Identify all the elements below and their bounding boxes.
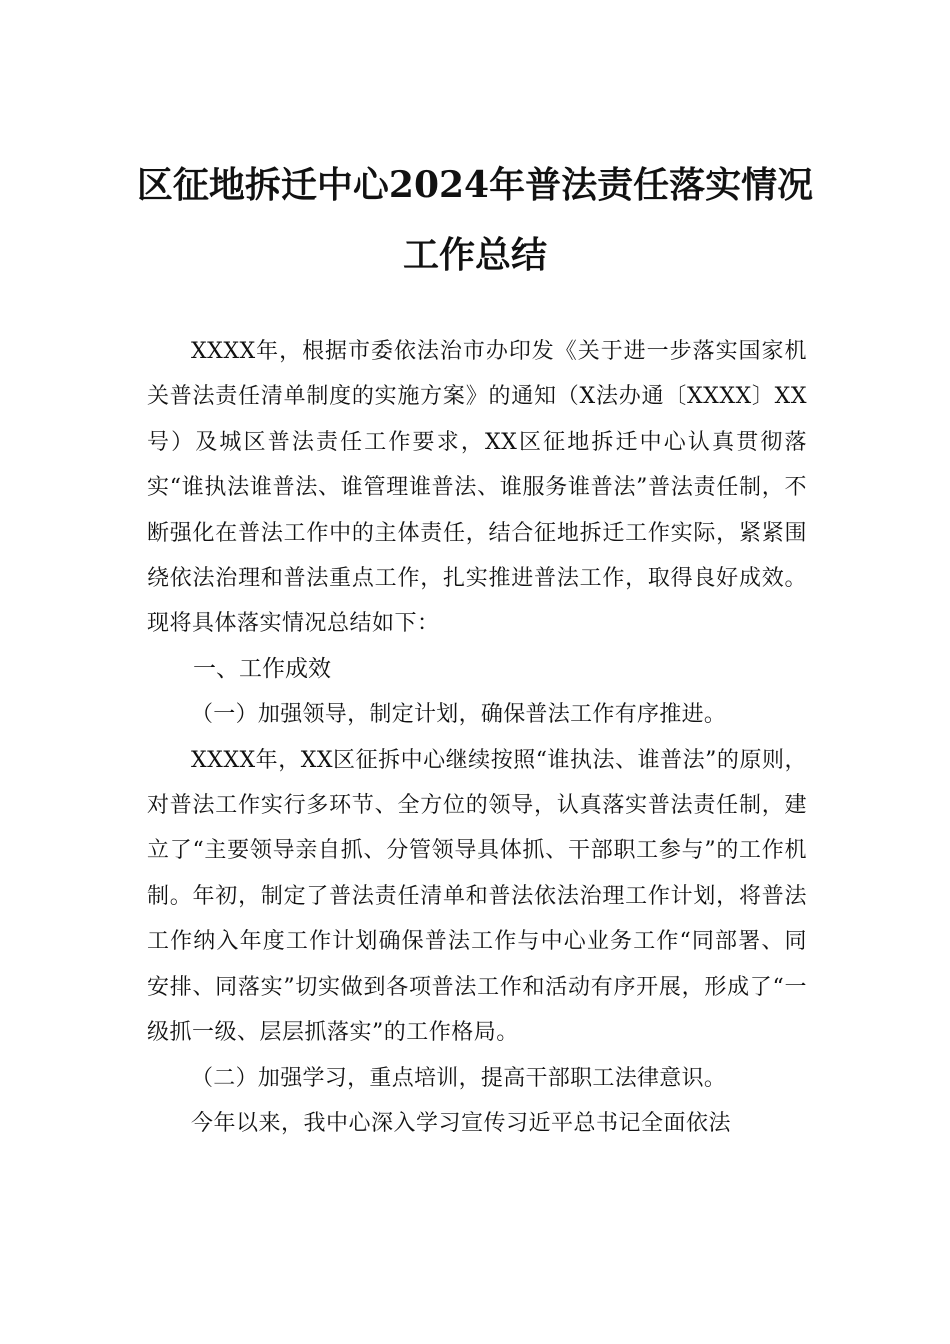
document-title-line-2: 工作总结 xyxy=(402,234,547,276)
subsection-1-paragraph: XXXX年，XX区征拆中心继续按照“谁执法、谁普法”的原则，对普法工作实行多环节、全方位的领导，认真落实普法责任制，建立了“主要领导亲自抓、分管领导具体抓、干部职工参与”的工作机制。年初，制定了普法责任清单和普法依法治理工作计划，将普法工作纳入年度工作计划确保普法工作与中心业务工作“同部署、同安排、同落实”切实做到各项普法工作和活动有序开展，形成了“一级抓一级、层层抓落实”的工作格局。 xyxy=(147,747,807,1046)
intro-paragraph: XXXX年，根据市委依法治市办印发《关于进一步落实国家机关普法责任清单制度的实施方案》的通知（X法办通〔XXXX〕XX号）及城区普法责任工作要求，XX区征地拆迁中心认真贯彻落实“谁执法谁普法、谁管理谁普法、谁服务谁普法”普法责任制，不断强化在普法工作中的主体责任，结合征地拆迁工作实际，紧紧围绕依法治理和普法重点工作，扎实推进普法工作，取得良好成效。现将具体落实情况总结如下： xyxy=(147,339,807,637)
subsection-heading-1: （一）加强领导，制定计划，确保普法工作有序推进。 xyxy=(191,702,727,728)
subsection-2-paragraph: 今年以来，我中心深入学习宣传习近平总书记全面依法 xyxy=(191,1110,732,1136)
subsection-heading-2: （二）加强学习，重点培训，提高干部职工法律意识。 xyxy=(191,1065,727,1091)
document-body xyxy=(147,329,807,1146)
document-title-line-1: 区征地拆迁中心2024年普法责任落实情况 xyxy=(136,164,814,206)
section-heading-work-results: 一、工作成效 xyxy=(193,655,331,682)
